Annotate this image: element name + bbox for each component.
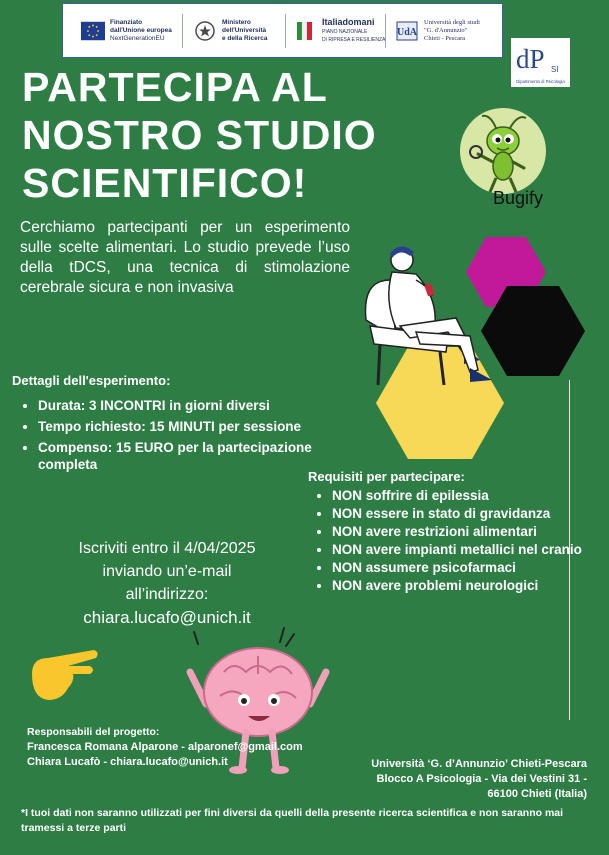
- address-line: Blocco A Psicologia - Via dei Vestini 31 -: [376, 773, 587, 785]
- dpsi-logo: [511, 38, 570, 87]
- requirements-list: [314, 487, 587, 595]
- details-item: • Compenso: 15 EURO per la partecipazione completa: [38, 439, 338, 473]
- university-address: [327, 757, 587, 802]
- eu-partner-text: Finanziato dall'Unione europea NextGenerationEU: [110, 19, 172, 42]
- university-partner-text: Università degli studi "G. d'Annunzio" Chieti - Pescara: [424, 19, 480, 42]
- signup-line: all’indirizzo:: [125, 586, 209, 603]
- requirement-item: • NON avere problemi neurologici: [332, 577, 587, 594]
- responsabile-contact: Chiara Lucafò - chiara.lucafo@unich.it: [27, 756, 228, 768]
- requirement-item: • NON soffrire di epilessia: [332, 487, 587, 504]
- headline-line: NOSTRO STUDIO: [22, 112, 377, 158]
- signup-text: [28, 537, 306, 629]
- address-line: Università ‘G. d’Annunzio’ Chieti-Pescara: [371, 758, 587, 770]
- details-list: [20, 397, 338, 477]
- eu-flag-icon: [81, 19, 105, 43]
- italiadomani-partner: [293, 12, 385, 50]
- privacy-disclaimer: *I tuoi dati non saranno utilizzati per fini diversi da quelli della presente ricerca scientifica e non saranno mai tramessi a terze parti: [21, 807, 564, 834]
- university-partner: [395, 12, 480, 50]
- details-item: • Durata: 3 INCONTRI in giorni diversi: [38, 397, 338, 414]
- ministry-partner: [193, 12, 268, 50]
- details-title: Dettagli dell'esperimento:: [12, 373, 171, 388]
- republic-emblem-icon: [193, 19, 217, 43]
- headline: [22, 63, 442, 207]
- italia-flag-icon: [293, 19, 317, 43]
- bugify-label: Bugify: [493, 188, 544, 208]
- responsabili-title: Responsabili del progetto:: [27, 726, 160, 738]
- headline-line: SCIENTIFICO!: [22, 160, 308, 206]
- requirement-item: • NON avere impianti metallici nel cranio: [332, 541, 587, 558]
- grasshopper-mascot-icon: [460, 108, 546, 194]
- italiadomani-partner-text: Italiadomani PIANO NAZIONALE DI RIPRESA E RESILIENZA: [322, 17, 386, 43]
- signup-email[interactable]: chiara.lucafo@unich.it: [83, 608, 251, 627]
- svg-text:SI: SI: [551, 65, 559, 74]
- requirement-item: • NON assumere psicofarmaci: [332, 559, 587, 576]
- person-with-phone-illustration: [360, 240, 500, 390]
- signup-line: Iscriviti entro il 4/04/2025: [78, 540, 256, 557]
- requirements-title: Requisiti per partecipare:: [308, 469, 465, 484]
- svg-text:UdA: UdA: [396, 27, 418, 38]
- address-line: 66100 Chieti (Italia): [487, 788, 587, 800]
- university-seal-icon: [395, 19, 419, 43]
- partner-divider: [285, 14, 286, 48]
- eu-partner: [81, 12, 172, 50]
- pointing-hand-icon: [28, 644, 100, 706]
- partner-logo-bar: [62, 3, 503, 58]
- partner-divider: [182, 14, 183, 48]
- intro-text: Cerchiamo partecipanti per un esperimento sulle scelte alimentari. Lo studio prevede l’uso della tDCS, una tecnica di stimolazione cerebrale sicura e non invasiva: [20, 219, 350, 296]
- ministry-partner-text: Ministero dell'Università e della Ricerca: [222, 19, 268, 42]
- signup-line: inviando un’e-mail: [102, 563, 232, 580]
- svg-text:dP: dP: [516, 44, 545, 74]
- requirement-item: • NON essere in stato di gravidanza: [332, 505, 587, 522]
- details-item: • Tempo richiesto: 15 MINUTI per sessione: [38, 418, 338, 435]
- requirement-item: • NON avere restrizioni alimentari: [332, 523, 587, 540]
- partner-divider: [385, 14, 386, 48]
- svg-text:Dipartimento di Psicologia: Dipartimento di Psicologia: [516, 79, 565, 84]
- responsabile-contact: Francesca Romana Alparone - alparonef@gmail.com: [27, 741, 303, 753]
- headline-line: PARTECIPA AL: [22, 64, 328, 110]
